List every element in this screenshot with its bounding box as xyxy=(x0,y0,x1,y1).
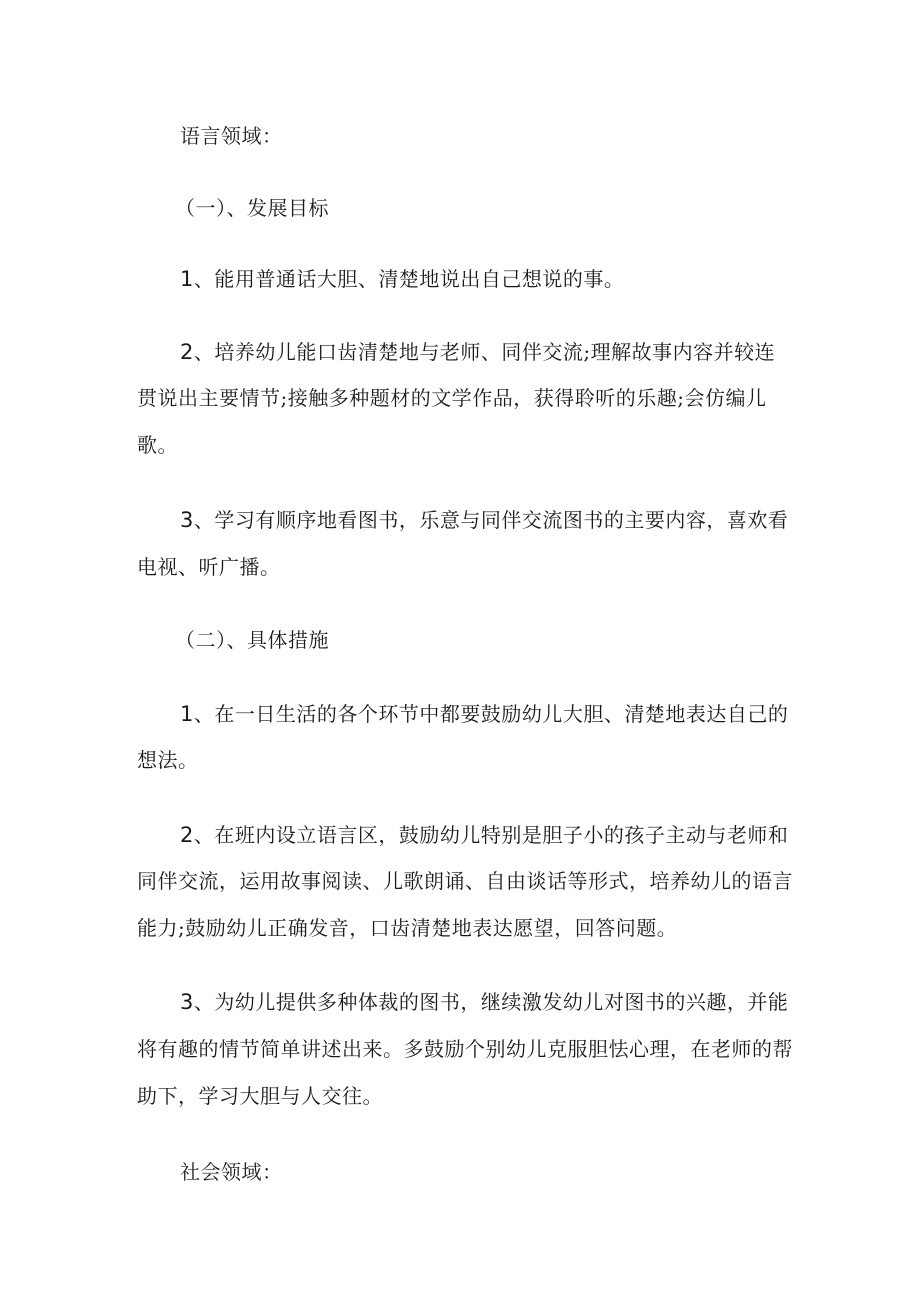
measure-2-number: 2 xyxy=(180,823,194,847)
goal-2-line-3: 歌。 xyxy=(137,433,178,457)
section-heading-social: 社会领域： xyxy=(180,1160,283,1184)
goal-3-line-2: 电视、听广播。 xyxy=(137,555,281,579)
measure-1-line-1: 1、在一日生活的各个环节中都要鼓励幼儿大胆、清楚地表达自己的 xyxy=(180,702,789,726)
subheading-measures: （二）、具体措施 xyxy=(175,628,329,652)
measure-1-line-2: 想法。 xyxy=(137,748,199,772)
goal-2-number: 2 xyxy=(180,340,194,364)
measure-3-line-3: 助下，学习大胆与人交往。 xyxy=(137,1084,383,1108)
measure-3-line-1: 3、为幼儿提供多种体裁的图书，继续激发幼儿对图书的兴趣，并能 xyxy=(180,990,789,1014)
measure-2-line-2: 同伴交流，运用故事阅读、儿歌朗诵、自由谈话等形式，培养幼儿的语言 xyxy=(137,869,793,893)
goal-1-number: 1 xyxy=(180,267,194,291)
measure-3-number: 3 xyxy=(180,990,194,1014)
measure-2-line-3: 能力;鼓励幼儿正确发音，口齿清楚地表达愿望，回答问题。 xyxy=(137,916,678,940)
goal-3-line-1: 3、学习有顺序地看图书，乐意与同伴交流图书的主要内容，喜欢看 xyxy=(180,508,789,532)
goal-2-line-2: 贯说出主要情节;接触多种题材的文学作品，获得聆听的乐趣;会仿编儿 xyxy=(137,386,767,410)
measure-2-line-1: 2、在班内设立语言区，鼓励幼儿特别是胆子小的孩子主动与老师和 xyxy=(180,823,789,847)
section-heading-language: 语言领域： xyxy=(180,124,283,148)
goal-1-line-1: 1、能用普通话大胆、清楚地说出自己想说的事。 xyxy=(180,267,625,291)
subheading-goals: （一）、发展目标 xyxy=(175,196,329,220)
goal-3-number: 3 xyxy=(180,508,194,532)
measure-3-line-2: 将有趣的情节简单讲述出来。多鼓励个别幼儿克服胆怯心理，在老师的帮 xyxy=(137,1037,793,1061)
goal-2-line-1: 2、培养幼儿能口齿清楚地与老师、同伴交流;理解故事内容并较连 xyxy=(180,340,776,364)
measure-1-number: 1 xyxy=(180,702,194,726)
